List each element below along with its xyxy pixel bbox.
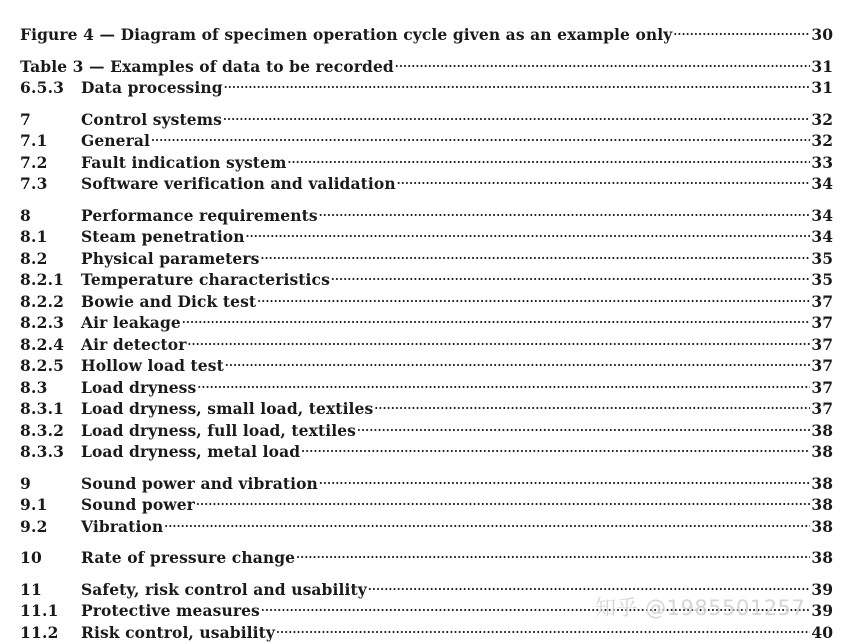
toc-entry-title: Safety, risk control and usability (81, 580, 367, 599)
dot-leader (182, 307, 811, 328)
toc-entry-title: Bowie and Dick test (81, 292, 257, 311)
toc-entry-title: Physical parameters (81, 249, 260, 268)
toc-entry-title: Figure 4 — Diagram of specimen operation cycle given as an example only (20, 25, 673, 44)
toc-entry-figure-4[interactable] (20, 19, 833, 44)
toc-entry-title: Risk control, usability (81, 623, 276, 642)
toc-entry-number: 7 (20, 110, 31, 129)
toc-entry-8-3-3[interactable] (20, 436, 833, 461)
dot-leader (319, 200, 811, 221)
toc-entry-number: 8 (20, 206, 31, 225)
toc-entry-title: Sound power (81, 495, 195, 514)
toc-entry-page: 37 (811, 399, 833, 418)
toc-entry-7-2[interactable] (20, 147, 833, 172)
dot-leader (301, 436, 810, 457)
toc-entry-page: 37 (811, 335, 833, 354)
toc-entry-page: 37 (811, 313, 833, 332)
toc-entry-title: Sound power and vibration (81, 474, 318, 493)
dot-leader (296, 542, 810, 563)
toc-entry-number: 11 (20, 580, 42, 599)
dot-leader (288, 147, 811, 168)
toc-entry-page: 30 (811, 25, 833, 44)
toc-entry-11-1[interactable] (20, 595, 833, 620)
toc-entry-number: 7.3 (20, 174, 48, 193)
toc-entry-title: Protective measures (81, 601, 260, 620)
toc-entry-number: 8.3.3 (20, 442, 65, 461)
toc-entry-page: 34 (811, 227, 833, 246)
toc-entry-page: 35 (811, 270, 833, 289)
toc-entry-title: Performance requirements (81, 206, 318, 225)
toc-entry-8-3[interactable] (20, 372, 833, 397)
toc-entry-page: 37 (811, 378, 833, 397)
toc-entry-title: Load dryness, small load, textiles (81, 399, 374, 418)
toc-entry-number: 6.5.3 (20, 78, 65, 97)
toc-entry-page: 40 (811, 623, 833, 642)
toc-entry-number: 7.1 (20, 131, 48, 150)
toc-entry-10[interactable] (20, 542, 833, 567)
toc-entry-title: Load dryness, full load, textiles (81, 421, 356, 440)
toc-entry-number: 8.1 (20, 227, 48, 246)
toc-entry-9-2[interactable] (20, 511, 833, 536)
toc-entry-page: 38 (811, 548, 833, 567)
toc-entry-title: Air detector (81, 335, 187, 354)
watermark: 知乎 @1985501257 (595, 596, 806, 620)
toc-entry-number: 9.2 (20, 517, 48, 536)
dot-leader (225, 350, 811, 371)
dot-leader (319, 468, 811, 489)
toc-entry-number: 8.2.3 (20, 313, 65, 332)
toc-entry-number: 9.1 (20, 495, 48, 514)
toc-entry-6-5-3[interactable] (20, 72, 833, 97)
toc-entry-11-2[interactable] (20, 617, 833, 642)
toc-entry-page: 34 (811, 206, 833, 225)
dot-leader (374, 393, 810, 414)
dot-leader (357, 415, 810, 436)
toc-entry-title: Steam penetration (81, 227, 245, 246)
toc-entry-number: 9 (20, 474, 31, 493)
toc-entry-page: 34 (811, 174, 833, 193)
toc-entry-number: 8.2 (20, 249, 48, 268)
toc-entry-8-2-1[interactable] (20, 264, 833, 289)
toc-entry-number: 10 (20, 548, 42, 567)
toc-entry-9[interactable] (20, 468, 833, 493)
toc-entry-page: 39 (811, 580, 833, 599)
toc-entry-page: 38 (811, 442, 833, 461)
toc-entry-8-1[interactable] (20, 221, 833, 246)
toc-entry-title: Fault indication system (81, 153, 287, 172)
toc-entry-title: Control systems (81, 110, 222, 129)
dot-leader (197, 372, 810, 393)
toc-entry-page: 38 (811, 495, 833, 514)
toc-entry-page: 39 (811, 601, 833, 620)
toc-entry-title: Data processing (81, 78, 223, 97)
toc-entry-7-1[interactable] (20, 125, 833, 150)
dot-leader (223, 104, 810, 125)
toc-entry-number: 8.2.5 (20, 356, 65, 375)
dot-leader (331, 264, 811, 285)
dot-leader (151, 125, 810, 146)
toc-entry-page: 32 (811, 131, 833, 150)
toc-entry-page: 33 (811, 153, 833, 172)
dot-leader (276, 617, 810, 638)
dot-leader (188, 329, 811, 350)
toc-entry-title: Table 3 — Examples of data to be recorded (20, 57, 394, 76)
toc-entry-title: Load dryness, metal load (81, 442, 301, 461)
toc-entry-page: 38 (811, 474, 833, 493)
toc-entry-8-2-5[interactable] (20, 350, 833, 375)
dot-leader (196, 489, 810, 510)
toc-entry-8-2-3[interactable] (20, 307, 833, 332)
toc-entry-number: 11.2 (20, 623, 59, 642)
toc-entry-8-2-2[interactable] (20, 286, 833, 311)
dot-leader (164, 511, 810, 532)
toc-entry-8-3-1[interactable] (20, 393, 833, 418)
toc-entry-page: 35 (811, 249, 833, 268)
toc-entry-number: 7.2 (20, 153, 48, 172)
toc-entry-number: 8.2.4 (20, 335, 65, 354)
toc-entry-9-1[interactable] (20, 489, 833, 514)
toc-entry-8-2[interactable] (20, 243, 833, 268)
toc-entry-7-3[interactable] (20, 168, 833, 193)
toc-entry-page: 37 (811, 292, 833, 311)
dot-leader (260, 243, 810, 264)
toc-entry-number: 8.2.2 (20, 292, 65, 311)
toc-entry-number: 8.3 (20, 378, 48, 397)
toc-entry-8-2-4[interactable] (20, 329, 833, 354)
toc-entry-title: Air leakage (81, 313, 181, 332)
toc-entry-page: 31 (811, 78, 833, 97)
toc-entry-8[interactable] (20, 200, 833, 225)
toc-entry-title: Software verification and validation (81, 174, 396, 193)
dot-leader (224, 72, 811, 93)
toc-entry-title: Temperature characteristics (81, 270, 330, 289)
toc-entry-page: 32 (811, 110, 833, 129)
dot-leader (368, 574, 811, 595)
toc-entry-page: 38 (811, 421, 833, 440)
toc-entry-table-3[interactable] (20, 51, 833, 76)
toc-entry-title: Vibration (81, 517, 164, 536)
dot-leader (397, 168, 811, 189)
toc-entry-number: 8.2.1 (20, 270, 65, 289)
toc-entry-title: Rate of pressure change (81, 548, 296, 567)
toc-entry-11[interactable] (20, 574, 833, 599)
toc-entry-page: 38 (811, 517, 833, 536)
dot-leader (257, 286, 810, 307)
dot-leader (395, 51, 811, 72)
toc-entry-number: 8.3.2 (20, 421, 65, 440)
toc-entry-number: 8.3.1 (20, 399, 65, 418)
dot-leader (261, 595, 811, 616)
dot-leader (246, 221, 811, 242)
dot-leader (673, 19, 810, 40)
toc-entry-title: General (81, 131, 151, 150)
toc-entry-7[interactable] (20, 104, 833, 129)
toc-entry-page: 31 (811, 57, 833, 76)
toc-entry-number: 11.1 (20, 601, 59, 620)
toc-entry-title: Load dryness (81, 378, 197, 397)
toc-entry-8-3-2[interactable] (20, 415, 833, 440)
toc-entry-page: 37 (811, 356, 833, 375)
toc-entry-title: Hollow load test (81, 356, 224, 375)
